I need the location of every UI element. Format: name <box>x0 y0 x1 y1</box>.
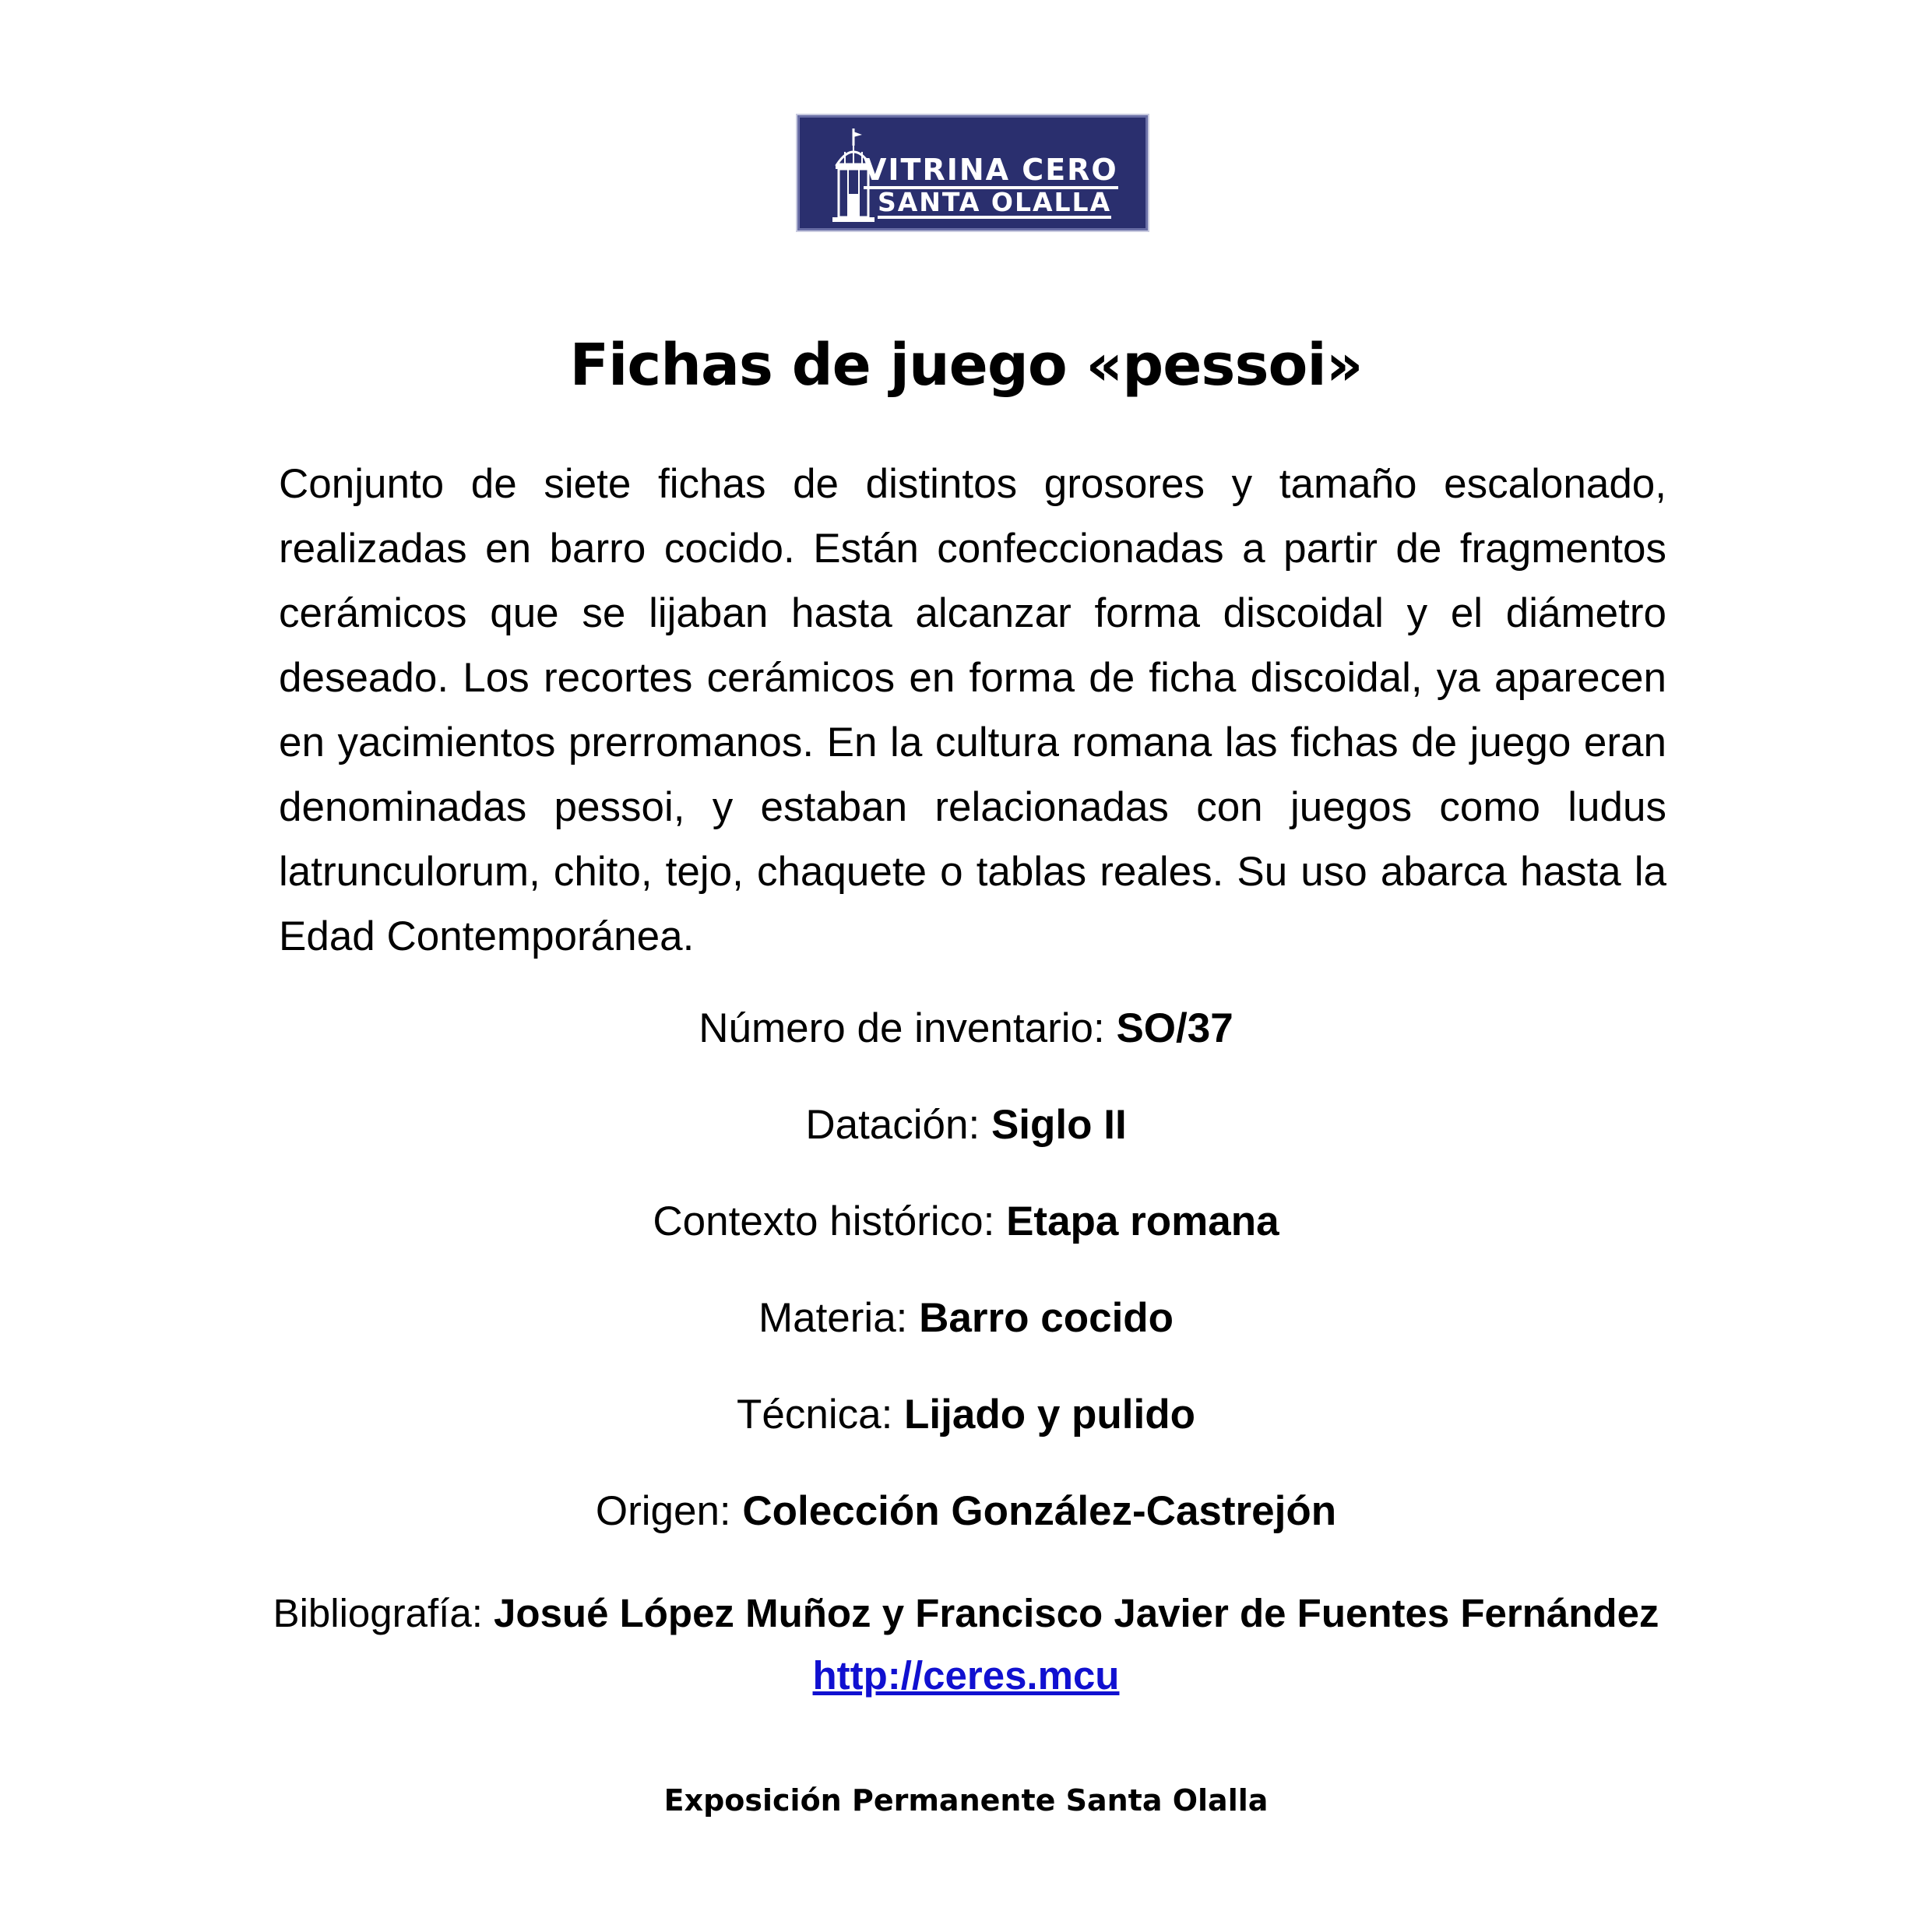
bibliography-line <box>0 1582 1932 1645</box>
bibliography-authors: Josué López Muñoz y Francisco Javier de Fuentes Fernández <box>494 1591 1659 1635</box>
field-value: Barro cocido <box>919 1295 1174 1341</box>
field-material <box>0 1288 1932 1385</box>
field-technique <box>0 1385 1932 1481</box>
vitrina-cero-logo <box>797 115 1148 231</box>
field-value: Colección González-Castrejón <box>742 1488 1337 1534</box>
field-label: Origen: <box>595 1488 743 1534</box>
field-label: Contexto histórico: <box>653 1198 1007 1244</box>
field-value: Etapa romana <box>1006 1198 1279 1244</box>
field-label: Datación: <box>805 1102 991 1148</box>
logo-line-1: VITRINA CERO <box>864 155 1118 189</box>
field-value: Siglo II <box>991 1102 1127 1148</box>
field-dating <box>0 1095 1932 1191</box>
bibliography-link[interactable]: http://ceres.mcu <box>812 1653 1120 1698</box>
field-origin <box>0 1481 1932 1578</box>
field-value: SO/37 <box>1116 1005 1233 1051</box>
field-value: Lijado y pulido <box>904 1392 1195 1438</box>
bibliography-label: Bibliografía: <box>273 1591 494 1635</box>
page-title: Fichas de juego «pessoi» <box>569 332 1363 399</box>
footer-exhibition: Exposición Permanente Santa Olalla <box>663 1783 1269 1818</box>
object-description: Conjunto de siete fichas de distintos grosores y tamaño escalonado, realizadas en barro cocido. Están confeccionadas a partir de fragmentos cerámicos que se lijaban hasta alcanzar forma discoidal y el diámetro deseado. Los recortes cerámicos en forma de ficha discoidal, ya aparecen en yacimientos prerromanos. En la cultura romana las fichas de juego eran denominadas pessoi, y estaban relacionadas con juegos como ludus latrunculorum, chito, tejo, chaquete o tablas reales. Su uso abarca hasta la Edad Contemporánea. <box>279 461 1666 959</box>
logo-line-2: SANTA OLALLA <box>878 187 1112 217</box>
field-inventory-number <box>0 998 1932 1095</box>
object-fields <box>0 998 1932 1578</box>
field-label: Número de inventario: <box>699 1005 1117 1051</box>
field-label: Técnica: <box>737 1392 905 1438</box>
field-label: Materia: <box>758 1295 920 1341</box>
bibliography <box>0 1582 1932 1707</box>
field-historical-context <box>0 1191 1932 1288</box>
